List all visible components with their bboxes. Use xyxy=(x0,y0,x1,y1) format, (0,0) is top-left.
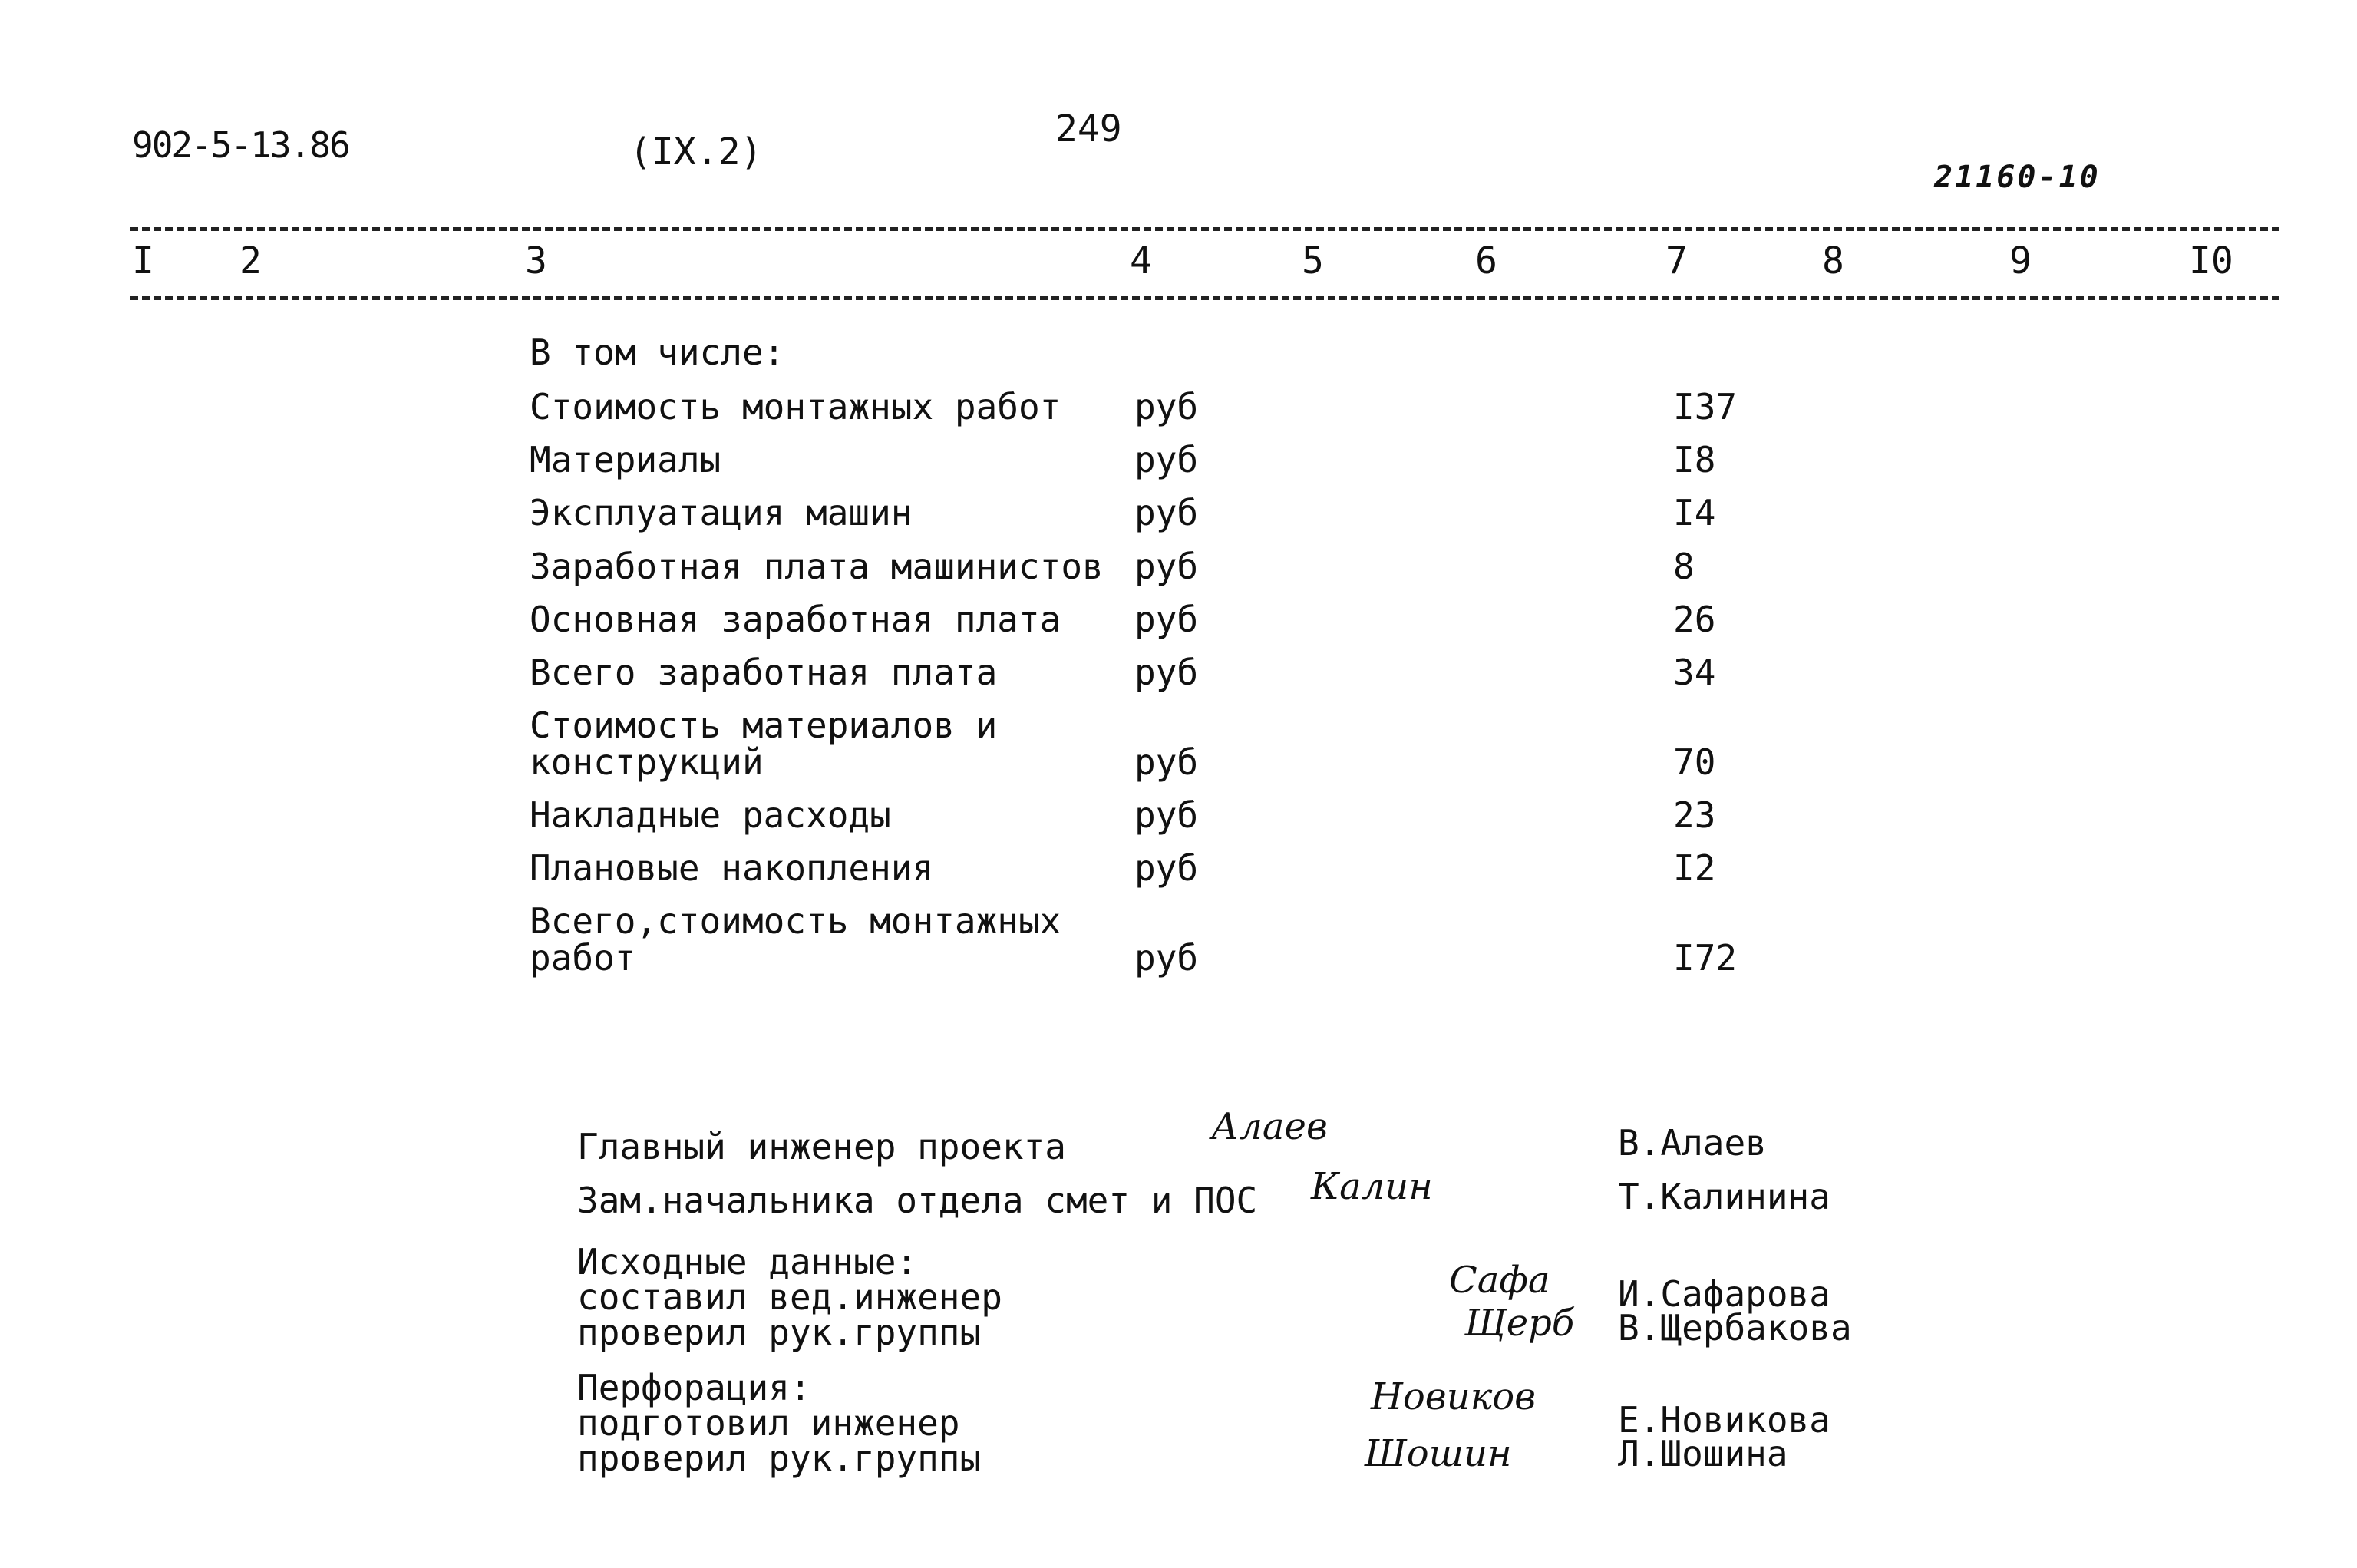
deputy-head-role: Зам.начальника отдела смет и ПОС xyxy=(577,1180,1258,1221)
row-label-continued: конструкций xyxy=(530,741,764,783)
column-number-6: 6 xyxy=(1475,239,1497,282)
row-label: Накладные расходы xyxy=(530,794,891,836)
row-unit: руб xyxy=(1134,599,1199,640)
row-unit: руб xyxy=(1134,492,1199,533)
row-label: Плановые накопления xyxy=(530,847,934,889)
column-number-2: 2 xyxy=(239,239,262,282)
row-value: 26 xyxy=(1673,599,1716,640)
deputy-head-signature: Калин xyxy=(1311,1165,1433,1208)
row-label: Материалы xyxy=(530,439,721,480)
row-value: I2 xyxy=(1673,847,1716,889)
checked-name: В.Щербакова xyxy=(1618,1307,1852,1348)
row-unit: руб xyxy=(1134,439,1199,480)
prepared-role: подготовил инженер xyxy=(577,1402,960,1444)
column-number-8: 8 xyxy=(1822,239,1844,282)
compiled-signature: Сафа xyxy=(1449,1259,1550,1302)
column-number-9: 9 xyxy=(2009,239,2032,282)
perforation-checked-signature: Шошин xyxy=(1365,1432,1512,1475)
row-label: Стоимость монтажных работ xyxy=(530,386,1061,427)
row-label: Заработная плата машинистов xyxy=(530,546,1104,587)
column-header-top-rule xyxy=(130,227,2279,231)
row-label-continued: работ xyxy=(530,937,636,979)
checked-role: проверил рук.группы xyxy=(577,1312,982,1353)
column-header-bottom-rule xyxy=(130,296,2279,300)
row-value: I72 xyxy=(1673,937,1738,979)
perforation-checked-name: Л.Шошина xyxy=(1618,1433,1788,1474)
column-number-7: 7 xyxy=(1665,239,1688,282)
deputy-head-name: Т.Калинина xyxy=(1618,1176,1830,1217)
row-unit: руб xyxy=(1134,652,1199,693)
column-number-10: I0 xyxy=(2189,239,2233,282)
row-unit: руб xyxy=(1134,937,1199,979)
row-value: I8 xyxy=(1673,439,1716,480)
column-number-5: 5 xyxy=(1302,239,1324,282)
row-label: Эксплуатация машин xyxy=(530,492,913,533)
column-number-1: I xyxy=(132,239,154,282)
section-number: (IX.2) xyxy=(629,130,763,173)
row-value: I4 xyxy=(1673,492,1716,533)
row-unit: руб xyxy=(1134,741,1199,783)
perforation-checked-role: проверил рук.группы xyxy=(577,1438,982,1479)
project-code: 902-5-13.86 xyxy=(132,124,349,166)
row-value: 23 xyxy=(1673,794,1716,836)
row-label: Стоимость материалов и xyxy=(530,705,998,746)
prepared-name: Е.Новикова xyxy=(1618,1399,1830,1441)
row-label: Всего заработная плата xyxy=(530,652,998,693)
row-unit: руб xyxy=(1134,546,1199,587)
album-reference: 21160-10 xyxy=(1934,160,2101,195)
checked-signature: Щерб xyxy=(1464,1302,1575,1345)
row-label: Всего,стоимость монтажных xyxy=(530,900,1061,942)
row-value: 34 xyxy=(1673,652,1716,693)
chief-engineer-role: Главный инженер проекта xyxy=(577,1126,1066,1167)
row-value: 8 xyxy=(1673,546,1695,587)
page-number: 249 xyxy=(1055,107,1122,150)
prepared-signature: Новиков xyxy=(1371,1375,1537,1418)
chief-engineer-signature: Алаев xyxy=(1211,1105,1328,1148)
row-unit: руб xyxy=(1134,794,1199,836)
compiled-role: составил вед.инженер xyxy=(577,1276,1002,1318)
row-value: I37 xyxy=(1673,386,1738,427)
column-number-4: 4 xyxy=(1130,239,1152,282)
row-value: 70 xyxy=(1673,741,1716,783)
row-label: Основная заработная плата xyxy=(530,599,1061,640)
chief-engineer-name: В.Алаев xyxy=(1618,1122,1767,1164)
cost-table-intro: В том числе: xyxy=(530,332,785,373)
perforation-heading: Перфорация: xyxy=(577,1367,811,1408)
row-unit: руб xyxy=(1134,386,1199,427)
row-unit: руб xyxy=(1134,847,1199,889)
source-data-heading: Исходные данные: xyxy=(577,1241,918,1282)
column-number-3: 3 xyxy=(525,239,547,282)
compiled-name: И.Сафарова xyxy=(1618,1273,1830,1315)
